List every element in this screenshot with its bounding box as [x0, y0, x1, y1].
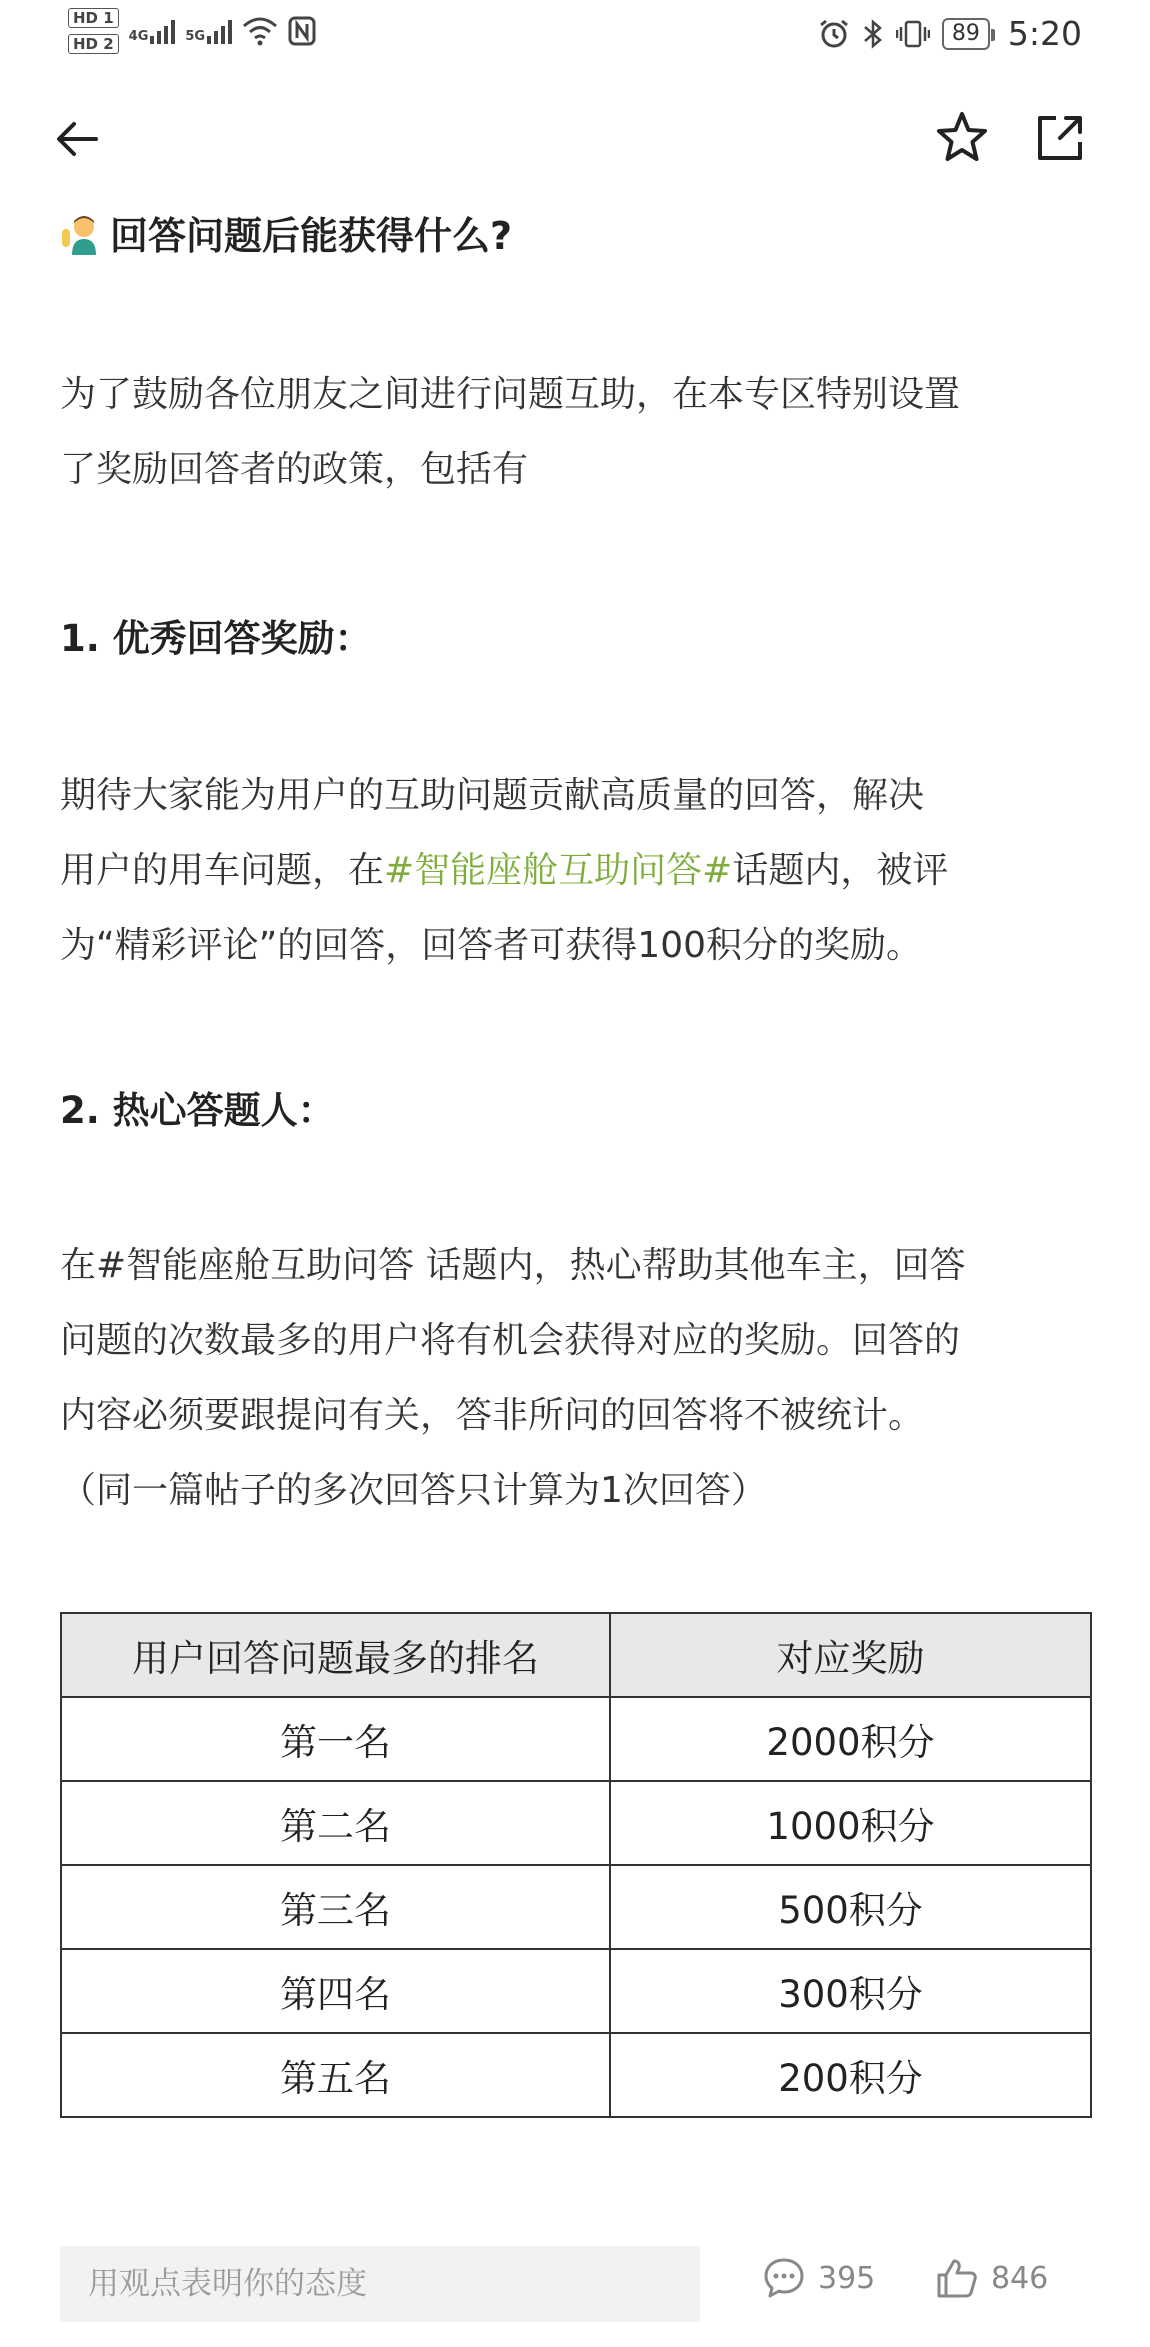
rank-cell: 第五名 — [61, 2033, 610, 2117]
section-1-line-1: 期待大家能为用户的互助问题贡献高质量的回答，解决 — [60, 775, 925, 816]
section-1-line-2 — [60, 833, 1090, 908]
like-button[interactable] — [935, 2256, 1048, 2300]
table-header-row — [61, 1613, 1091, 1697]
signal-1 — [129, 18, 176, 44]
column-header-reward: 对应奖励 — [610, 1613, 1091, 1697]
person-raising-hand-icon — [60, 211, 104, 255]
thumbs-up-icon — [935, 2256, 979, 2300]
reward-table — [60, 1612, 1092, 2118]
intro-line-2: 了奖励回答者的政策，包括有 — [60, 449, 529, 490]
reward-cell: 300积分 — [610, 1949, 1091, 2033]
network-type-2: 5G — [185, 29, 206, 44]
section-1-line-2-post: 话题内，被评 — [732, 850, 949, 891]
star-icon[interactable] — [932, 108, 992, 168]
hd2-badge: HD 2 — [68, 34, 119, 54]
wifi-icon — [242, 16, 278, 46]
rank-cell: 第二名 — [61, 1781, 610, 1865]
status-bar — [0, 0, 1150, 72]
hd1-badge: HD 1 — [68, 8, 119, 28]
share-icon[interactable] — [1030, 108, 1090, 168]
section-1-paragraph — [60, 758, 1090, 983]
section-1-line-3: 为“精彩评论”的回答，回答者可获得100积分的奖励。 — [60, 925, 923, 966]
topic-tag-link[interactable]: #智能座舱互助问答# — [384, 850, 733, 891]
battery-indicator: 89 — [942, 18, 990, 50]
section-2-paragraph — [60, 1228, 1090, 1528]
nfc-icon — [288, 16, 316, 46]
section-2-line-2: 问题的次数最多的用户将有机会获得对应的奖励。回答的 — [60, 1320, 961, 1361]
comment-button[interactable] — [762, 2256, 875, 2300]
network-type-1: 4G — [128, 29, 149, 44]
rank-cell: 第四名 — [61, 1949, 610, 2033]
signal-2 — [185, 18, 232, 44]
comment-input[interactable] — [60, 2246, 700, 2322]
table-row — [61, 1949, 1091, 2033]
top-navigation — [0, 100, 1150, 180]
section-2-heading: 2. 热心答题人： — [60, 1089, 335, 1132]
like-count: 846 — [991, 2260, 1049, 2296]
bluetooth-icon — [862, 18, 884, 50]
intro-line-1: 为了鼓励各位朋友之间进行问题互助，在本专区特别设置 — [60, 374, 961, 415]
status-bar-left — [68, 8, 316, 54]
reward-cell: 500积分 — [610, 1865, 1091, 1949]
sim-indicators — [68, 8, 119, 54]
vibrate-icon — [896, 19, 930, 49]
comment-count: 395 — [818, 2260, 876, 2296]
comment-icon — [762, 2256, 806, 2300]
section-1-line-2-pre: 用户的用车问题，在 — [60, 850, 385, 891]
article-title — [60, 205, 512, 260]
table-row — [61, 1781, 1091, 1865]
section-2-line-1: 在#智能座舱互助问答 话题内，热心帮助其他车主，回答 — [60, 1245, 966, 1286]
reward-cell: 200积分 — [610, 2033, 1091, 2117]
reward-cell: 2000积分 — [610, 1697, 1091, 1781]
signal-bars-icon — [207, 18, 232, 44]
back-arrow-icon[interactable] — [50, 112, 104, 166]
signal-bars-icon — [150, 18, 175, 44]
rank-cell: 第三名 — [61, 1865, 610, 1949]
bottom-action-bar — [0, 2230, 1150, 2347]
section-2-line-3: 内容必须要跟提问有关，答非所问的回答将不被统计。 — [60, 1395, 925, 1436]
clock: 5:20 — [1007, 14, 1082, 53]
table-row — [61, 1865, 1091, 1949]
article-title-text: 回答问题后能获得什么? — [110, 214, 513, 258]
alarm-icon — [818, 18, 850, 50]
status-bar-right — [818, 14, 1082, 53]
rank-cell: 第一名 — [61, 1697, 610, 1781]
column-header-rank: 用户回答问题最多的排名 — [61, 1613, 610, 1697]
section-2-line-4: （同一篇帖子的多次回答只计算为1次回答） — [60, 1470, 767, 1511]
intro-paragraph — [60, 357, 1090, 507]
reward-cell: 1000积分 — [610, 1781, 1091, 1865]
table-row — [61, 1697, 1091, 1781]
table-row — [61, 2033, 1091, 2117]
section-1-heading: 1. 优秀回答奖励： — [60, 617, 372, 660]
